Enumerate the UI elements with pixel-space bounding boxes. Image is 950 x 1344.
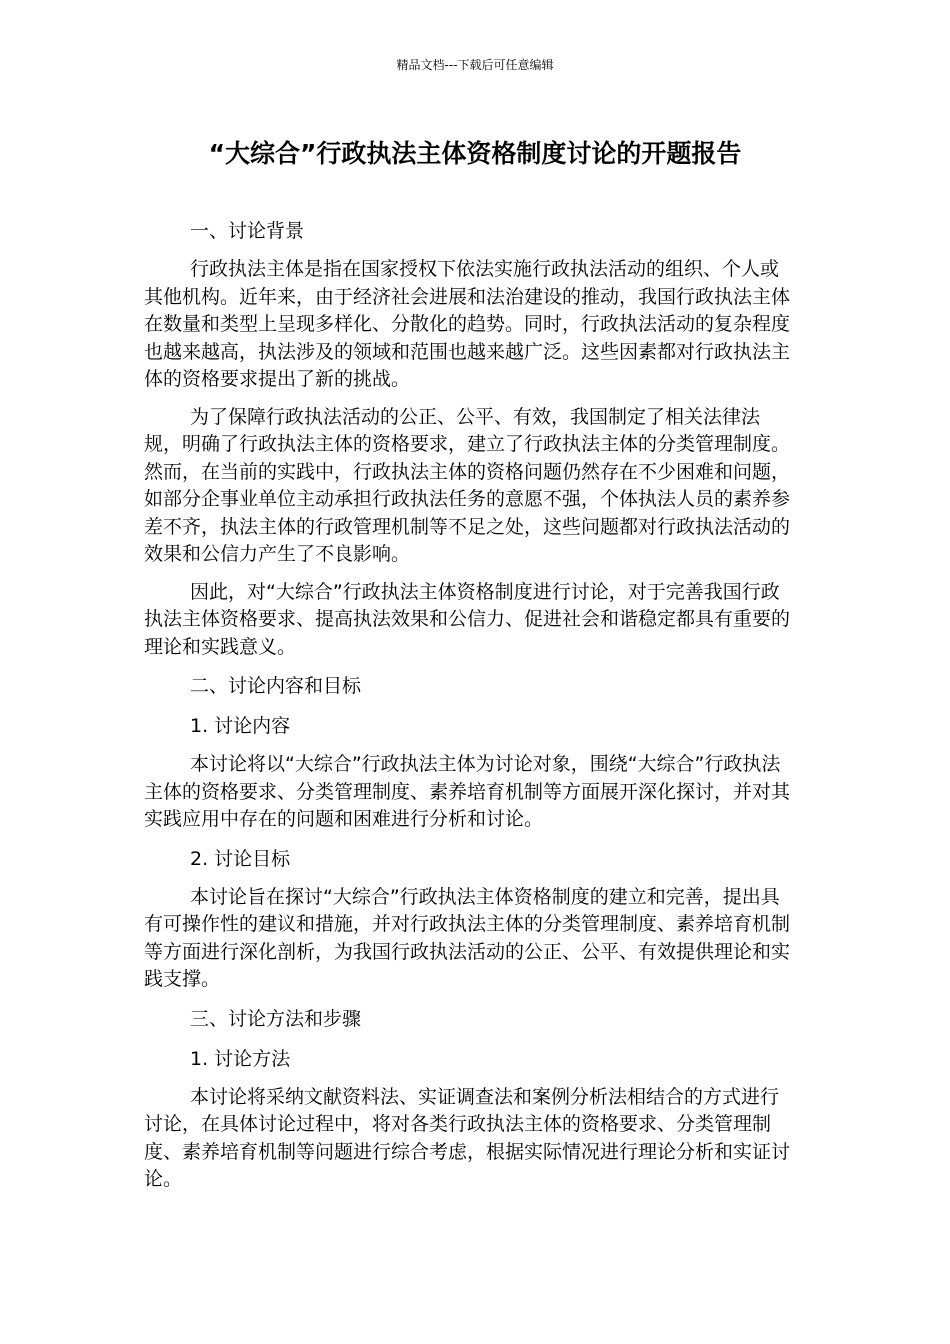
section-heading-methods-steps: 三、讨论方法和步骤 <box>190 1007 362 1030</box>
subheading-content: 1. 讨论内容 <box>190 715 291 737</box>
document-body <box>144 216 796 1204</box>
paragraph-goals: 本讨论旨在探讨“大综合”行政执法主体资格制度的建立和完善，提出具有可操作性的建议和措施，并对行政执法主体的分类管理制度、素养培育机制等方面进行深化剖析，为我国行政执法活动的公正、公平、有效提供理论和实践支撑。 <box>144 885 791 990</box>
subheading-goals: 2. 讨论目标 <box>190 847 291 870</box>
section-heading-content-goals: 二、讨论内容和目标 <box>190 675 362 697</box>
paragraph-methods: 本讨论将采纳文献资料法、实证调查法和案例分析法相结合的方式进行讨论，在具体讨论过程中，将对各类行政执法主体的资格要求、分类管理制度、素养培育机制等问题进行综合考虑，根据实际情况进行理论分析和实证讨论。 <box>144 1085 791 1190</box>
section-heading-background: 一、讨论背景 <box>190 220 305 242</box>
page-header: 精品文档---下载后可任意编辑 <box>396 58 554 72</box>
document-title: “大综合”行政执法主体资格制度讨论的开题报告 <box>208 139 742 168</box>
paragraph-content: 本讨论将以“大综合”行政执法主体为讨论对象，围绕“大综合”行政执法主体的资格要求、分类管理制度、素养培育机制等方面展开深化探讨，并对其实践应用中存在的问题和困难进行分析和讨论。 <box>144 753 791 830</box>
paragraph-background-2: 为了保障行政执法活动的公正、公平、有效，我国制定了相关法律法规，明确了行政执法主体的资格要求，建立了行政执法主体的分类管理制度。然而，在当前的实践中，行政执法主体的资格问题仍然存在不少困难和问题，如部分企事业单位主动承担行政执法任务的意愿不强，个体执法人员的素养参差不齐，执法主体的行政管理机制等不足之处，这些问题都对行政执法活动的效果和公信力产生了不良影响。 <box>144 405 791 565</box>
paragraph-background-1: 行政执法主体是指在国家授权下依法实施行政执法活动的组织、个人或其他机构。近年来，由于经济社会进展和法治建设的推动，我国行政执法主体在数量和类型上呈现多样化、分散化的趋势。同时，行政执法活动的复杂程度也越来越高，执法涉及的领域和范围也越来越广泛。这些因素都对行政执法主体的资格要求提出了新的挑战。 <box>144 258 791 390</box>
paragraph-background-3: 因此，对“大综合”行政执法主体资格制度进行讨论，对于完善我国行政执法主体资格要求、提高执法效果和公信力、促进社会和谐稳定都具有重要的理论和实践意义。 <box>144 580 791 658</box>
subheading-methods: 1. 讨论方法 <box>190 1047 291 1070</box>
